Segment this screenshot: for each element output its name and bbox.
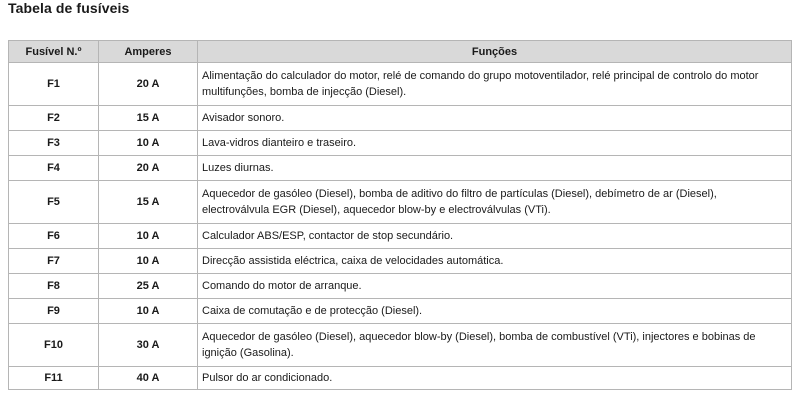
- fuse-number: F6: [9, 224, 99, 249]
- fuse-number: F9: [9, 299, 99, 324]
- fuse-functions: Pulsor do ar condicionado.: [198, 367, 792, 390]
- table-row: [9, 106, 792, 131]
- table-row: [9, 181, 792, 224]
- fuse-number: F1: [9, 63, 99, 106]
- fuse-functions: Calculador ABS/ESP, contactor de stop secundário.: [198, 224, 792, 249]
- fuse-amperes: 15 A: [99, 181, 198, 224]
- fuse-functions: Luzes diurnas.: [198, 156, 792, 181]
- fuse-amperes: 20 A: [99, 63, 198, 106]
- fuse-number: F10: [9, 324, 99, 367]
- fuse-number: F7: [9, 249, 99, 274]
- table-row: [9, 224, 792, 249]
- fuse-number: F8: [9, 274, 99, 299]
- table-header-row: [9, 41, 792, 63]
- fuse-functions: Alimentação do calculador do motor, relé de comando do grupo motoventilador, relé principal de controlo do motor multifunções, bomba de injecção (Diesel).: [198, 63, 792, 106]
- table-row: [9, 249, 792, 274]
- fuse-table: [8, 40, 792, 390]
- fuse-amperes: 10 A: [99, 249, 198, 274]
- table-row: [9, 324, 792, 367]
- fuse-functions: Avisador sonoro.: [198, 106, 792, 131]
- table-row: [9, 299, 792, 324]
- fuse-functions: Lava-vidros dianteiro e traseiro.: [198, 131, 792, 156]
- table-row: [9, 63, 792, 106]
- fuse-functions: Aquecedor de gasóleo (Diesel), aquecedor blow-by (Diesel), bomba de combustível (VTi), injectores e bobinas de ignição (Gasolina).: [198, 324, 792, 367]
- fuse-amperes: 30 A: [99, 324, 198, 367]
- fuse-functions: Direcção assistida eléctrica, caixa de velocidades automática.: [198, 249, 792, 274]
- fuse-amperes: 20 A: [99, 156, 198, 181]
- fuse-amperes: 40 A: [99, 367, 198, 390]
- fuse-functions: Caixa de comutação e de protecção (Diesel).: [198, 299, 792, 324]
- table-row: [9, 367, 792, 390]
- fuse-amperes: 10 A: [99, 224, 198, 249]
- table-row: [9, 156, 792, 181]
- fuse-amperes: 10 A: [99, 131, 198, 156]
- fuse-number: F4: [9, 156, 99, 181]
- fuse-functions: Comando do motor de arranque.: [198, 274, 792, 299]
- header-fuse-number: Fusível N.º: [9, 41, 99, 63]
- table-row: [9, 131, 792, 156]
- fuse-functions: Aquecedor de gasóleo (Diesel), bomba de aditivo do filtro de partículas (Diesel), debímetro de ar (Diesel), electroválvula EGR (Diesel), aquecedor blow-by e electroválvulas (VTi).: [198, 181, 792, 224]
- fuse-amperes: 15 A: [99, 106, 198, 131]
- header-amperes: Amperes: [99, 41, 198, 63]
- fuse-amperes: 10 A: [99, 299, 198, 324]
- fuse-number: F2: [9, 106, 99, 131]
- page-title: Tabela de fusíveis: [8, 0, 130, 16]
- fuse-number: F11: [9, 367, 99, 390]
- header-functions: Funções: [198, 41, 792, 63]
- fuse-number: F3: [9, 131, 99, 156]
- table-row: [9, 274, 792, 299]
- fuse-number: F5: [9, 181, 99, 224]
- fuse-amperes: 25 A: [99, 274, 198, 299]
